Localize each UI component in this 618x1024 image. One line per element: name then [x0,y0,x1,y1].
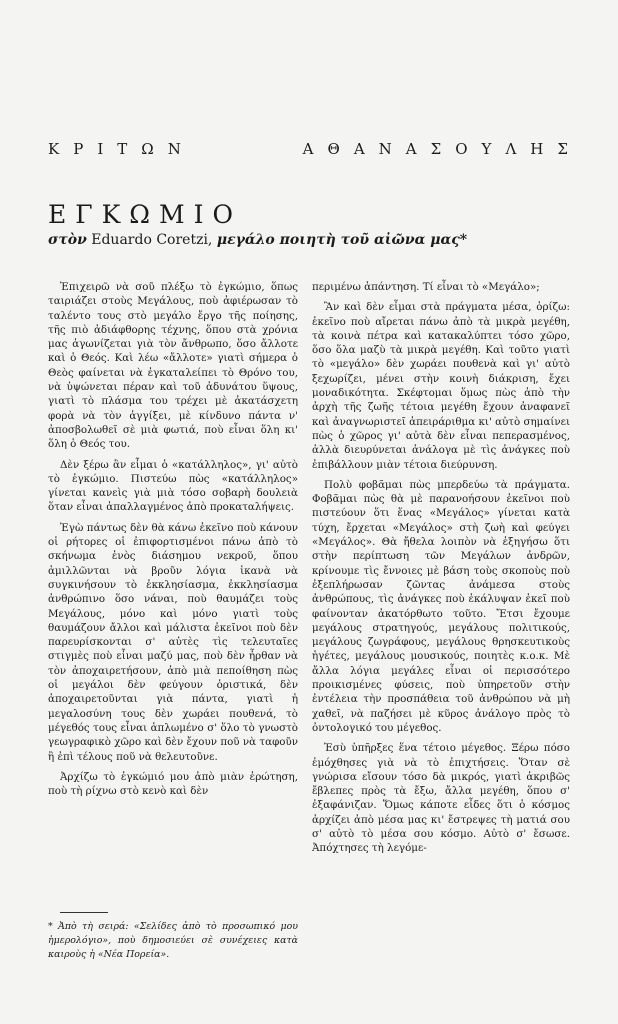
letter: Ν [167,140,181,158]
footnote-divider [60,912,108,913]
dedication-name: Eduardo Coretzi, [86,232,217,248]
footnote: * Ἀπὸ τὴ σειρά: «Σελίδες ἀπὸ τὸ προσωπικό μου ἡμερολόγιο», ποὺ δημοσιεύει σὲ συνέχειες κατὰ καιροὺς ἡ «Νέα Πορεία». [48,921,298,960]
letter: Τ [117,140,128,158]
dedication-prefix: στὸν [48,232,87,248]
letter: Θ [327,140,340,158]
letter: Α [302,140,314,158]
letter: Α [405,140,417,158]
paragraph: περιμένω ἀπάντηση. Τί εἶναι τὸ «Μεγάλο»; [312,281,540,293]
letter: Λ [505,140,517,158]
right-text-column [312,280,570,862]
letter: Υ [481,140,492,158]
dedication-line [48,232,578,248]
author-first-name [48,140,181,158]
author-last-name [303,140,568,158]
paragraph: Ἐσὺ ὑπῆρξες ἕνα τέτοιο μέγεθος. Ξέρω πόσο ἐμόχθησες γιὰ νὰ τὸ ἐπιχτήσεις. Ὅταν σὲ γνώρισα εἴσουν τόσο δὰ μικρός, γιατὶ ἀκριβῶς ἔβλεπες πρὸς τὰ ἔξω, ἄλλα μεγέθη, ὅπου σ' ἐξαφάνιζαν. Ὅμως κάποτε εἶδες ὅτι ὁ κόσμος ἀρχίζει ἀπὸ μέσα μας κι' ἔστρεψες τὴ ματιά σου σ' αὐτὸ τὸ μέσα σου κόσμο. Αὐτὸ σ' ἔσωσε. Ἀπόχτησες τὴ λεγόμε- [312,742,570,855]
paragraph: Ἐπιχειρῶ νὰ σοῦ πλέξω τὸ ἐγκώμιο, ὅπως ταιριάζει στοὺς Μεγάλους, ποὺ ἀφιέρωσαν τὸ ταλέντο τους στὸ μεγάλο ἔργο τῆς ποίησης, τῆς πιὸ ἀδιάφθορης τέχνης, ὅπου στὰ χρόνια μας ἀγωνίζεται γιὰ τὸν ἄνθρωπο, ὅσο ἄλλοτε καὶ ὁ Θεός. Καὶ λέω «ἄλλοτε» γιατὶ σήμερα ὁ Θεὸς φαίνεται νὰ ἐγκαταλείπει τὸ Θρόνο του, νὰ ὑψώνεται πέραν καὶ τοῦ ἀδυνάτου ὕψους, γιατὶ τὸ πλάσμα του τρέχει μὲ ἀκατάσχετη φορὰ νὰ τὸν ἀγγίξει, μὲ κίνδυνο πάντα ν' ἀποσβολωθεῖ σὲ μιὰ φωτιά, ποὺ εἶναι ὅλη κι' ὅλη ὁ Θεός του. [48,281,298,451]
letter: Κ [48,140,60,158]
dedication-suffix: μεγάλο ποιητὴ τοῦ αἰῶνα μας* [216,232,468,248]
paragraph: Δὲν ξέρω ἂν εἶμαι ὁ «κατάλληλος», γι' αὐτὸ τὸ ἐγκώμιο. Πιστεύω πὼς «κατάλληλος» γίνεται κανεὶς γιὰ μιὰ τόσο σοβαρὴ δουλειὰ ὅταν εἶναι ἀπαλλαγμένος ἀπὸ προκαταλήψεις. [48,458,298,514]
letter: Σ [557,140,568,158]
paragraph: Ἐγὼ πάντως δὲν θὰ κάνω ἐκεῖνο ποὺ κάνουν οἱ ρήτορες οἱ ἐπιφορτισμένοι πάνω ἀπὸ τὸ σκήνωμα ἑνὸς διάσημου νεκροῦ, ὅπου ἁμιλλῶνται νὰ βροῦν λόγια ἱκανὰ νὰ συγκινήσουν τὸ ἐκκλησίασμα, ἐκκλησίασμα ἀνθρώπινο ὅσο νάναι, ποὺ θαυμάζει τοὺς Μεγάλους, μόνο καὶ μόνο γιατὶ τοὺς θαυμάζουν ἄλλοι καὶ μάλιστα ἐκεῖνοι ποὺ δὲν παρευρίσκονται σ' αὐτὲς τὶς τελευταῖες στιγμὲς ποὺ εἶναι μαζύ μας, ποὺ δὲν ἦρθαν νὰ τὸν ἀποχαιρετήσουν, ἀπὸ μιὰ πεποίθηση πὼς οἱ μεγάλοι δὲν φεύγουν ὁριστικά, δὲν ἀποχαιρετοῦνται γιὰ πάντα, γιατὶ ἡ μεγαλοσύνη τους δὲν χωράει πουθενά, τὸ μέγεθός τους εἶναι ἁπλωμένο σ' ὅλο τὸ γνωστὸ γεωγραφικὸ χῶρο καὶ δὲν ἔχουν ποῦ νὰ ταφοῦν ἢ ἐπὶ τέλους ποῦ νὰ θελευτοῦνε. [48,521,298,763]
paragraph: Πολὺ φοβᾶμαι πὼς μπερδεύω τὰ πράγματα. Φοβᾶμαι πὼς θὰ μὲ παρανοήσουν ἐκεῖνοι ποὺ πιστεύουν ὅτι ἕνας «Μεγάλος» γίνεται κατὰ τύχη, ἔρχεται «Μεγάλος» στὴ ζωὴ καὶ φεύγει «Μεγάλος». Θὰ ἤθελα λοιπὸν νὰ ἐξηγήσω ὅτι στὴν περίπτωση τῶν Μεγάλων ἀνδρῶν, κρίνουμε τὶς ἔννοιες μὲ βάση τοὺς σκοποὺς ποὺ ἐξεπλήρωσαν ζῶντας ἀνάμεσα στοὺς ἀνθρώπους, τὶς ἀνάγκες ποὺ ἐκάλυψαν ἐκεῖ ποὺ φαίνονταν ἀκατόρθωτο τοῦτο. Ἔτσι ἔχουμε μεγάλους στρατηγούς, μεγάλους πολιτικούς, μεγάλους ζωγράφους, μεγάλους θρησκευτικοὺς ἡγέτες, μεγάλους μουσικούς, ποιητὲς κ.ο.κ. Μὲ ἄλλα λόγια μεγάλες εἶναι οἱ περισσότερο προικισμένες φύσεις, ποὺ ὑπηρετοῦν στὴν ἐντέλεια τὴν προσπάθεια τοῦ ἀνθρώπου νὰ μὴ χαθεῖ, νὰ παζήσει μὲ κῦρος ἀνάλογο πρὸς τὸ ὀντολογικό του μέγεθος. [312,478,570,734]
letter: Ρ [73,140,84,158]
left-text-column [48,280,298,804]
author-name [48,140,568,158]
letter: Σ [430,140,442,158]
paragraph: Ἀρχίζω τὸ ἐγκώμιό μου ἀπὸ μιὰν ἐρώτηση, ποὺ τὴ ρίχνω στὸ κενὸ καὶ δὲν [48,770,298,798]
letter: Ν [378,140,392,158]
letter: Η [530,140,544,158]
article-title: ΕΓΚΩΜΙΟ [48,200,242,229]
letter: Ι [97,140,104,158]
letter: Ο [455,140,468,158]
paragraph: Ἂν καὶ δὲν εἶμαι στὰ πράγματα μέσα, ὁρίζω: ἐκεῖνο ποὺ αἴρεται πάνω ἀπὸ τὰ μικρὰ μεγέθη, τὰ κοινὰ πέτρα καὶ κατακαλύπτει τόσο χῶρο, ὅσο ὅλα μαζὺ τὰ μικρὰ μεγέθη. Καὶ τοῦτο γιατὶ τὸ «μεγάλο» δὲν χωράει πουθενὰ καὶ γι' αὐτὸ ξεχωρίζει, μένει στὴν κοινὴ διάκριση, ἔχει μοναδικότητα. Σκέφτομαι ὅμως πὼς ἀπὸ τὴν ἀρχὴ τῆς ζωῆς τέτοια μεγέθη ἔχουν ἀναφανεῖ καὶ ἀναγνωριστεῖ ἀπειράριθμα κι' αὐτὸ σημαίνει πὼς ὁ χῶρος γι' αὐτὰ δὲν εἶναι πεπερασμένος, ἀλλὰ διευρύνεται ἀνάλογα μὲ τὶς ἀνάγκες ποὺ ἐπιβάλλουν μιὰν τέτοια διεύρυνση. [312,301,570,471]
letter: Α [353,140,365,158]
letter: Ω [141,140,154,158]
